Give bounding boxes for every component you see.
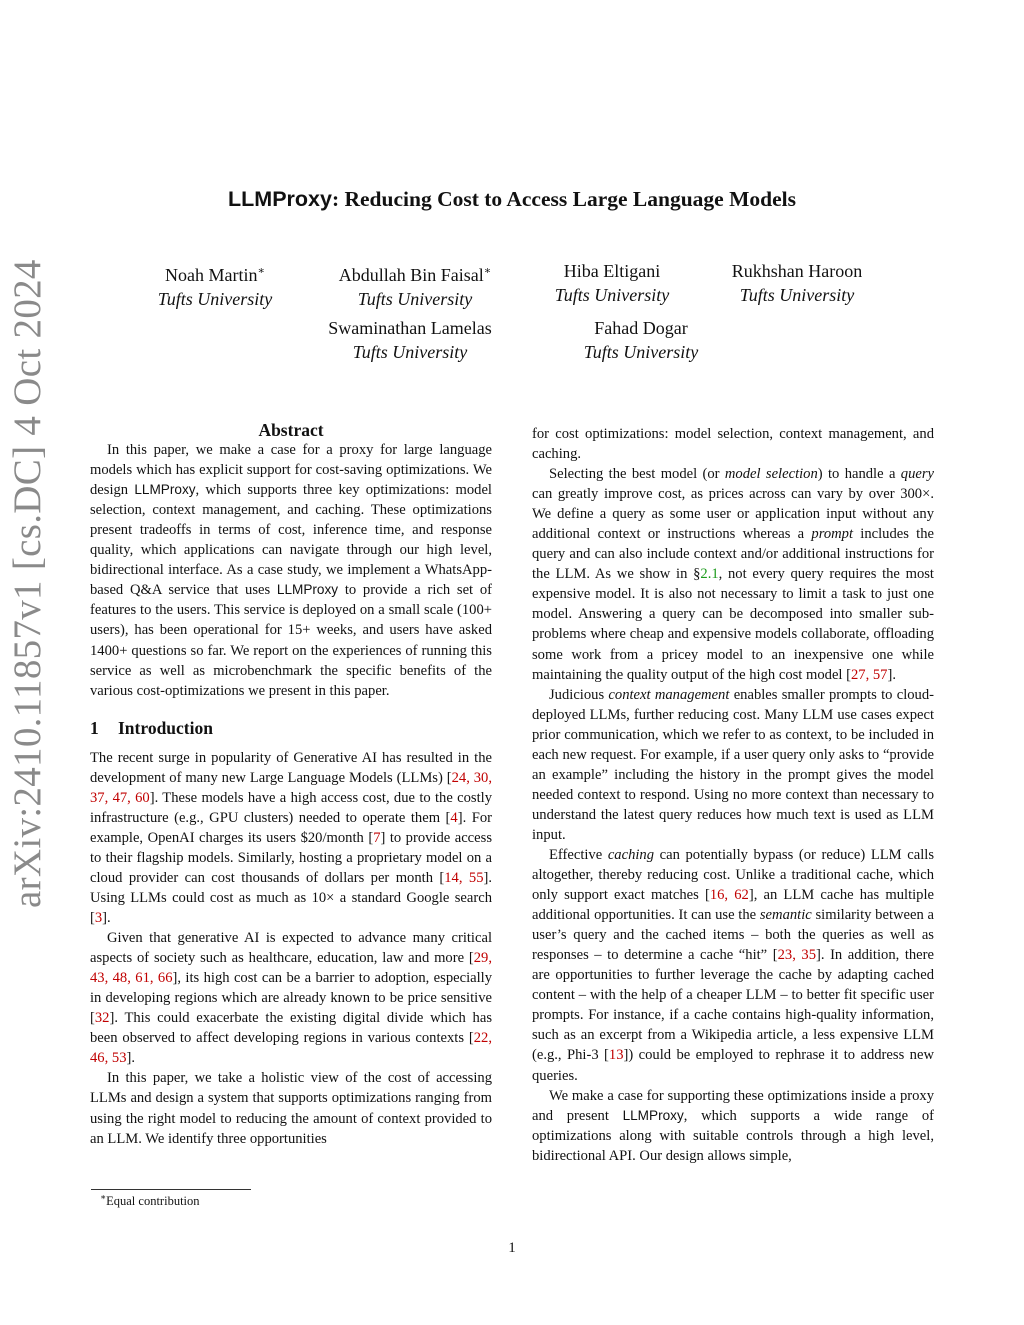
footnote-text: Equal contribution: [106, 1194, 200, 1209]
footnote-rule: [91, 1189, 251, 1190]
author-affiliation: Tufts University: [357, 289, 473, 309]
title-rest: : Reducing Cost to Access Large Language Models: [331, 187, 796, 211]
citation-link[interactable]: 3: [94, 910, 103, 927]
author-affiliation: Tufts University: [554, 285, 670, 305]
citation-link[interactable]: 22, 46, 53: [90, 1030, 492, 1067]
intro-paragraph: Given that generative AI is expected to advance many critical aspects of society such as healthcare, education, law and more [29, 43, 48, 61, 66], its high cost can be a barrier to adoption, especially in developing regions which are already known to be price sensitive [32]. This could exacerbate the existing digital divide which has been observed to affect developing regions in various contexts [22, 46, 53].: [90, 930, 493, 1067]
citation-link[interactable]: 13: [608, 1047, 624, 1064]
abstract-text: In this paper, we make a case for a proxy for large language models which has explicit support for cost-saving optimizations. We design: [90, 442, 492, 499]
citation-link[interactable]: 14, 55: [444, 869, 484, 886]
equal-contribution-mark: ∗: [483, 265, 492, 277]
arxiv-identifier-stamp: arXiv:2410.11857v1 [cs.DC] 4 Oct 2024: [6, 259, 49, 908]
section-reference-link[interactable]: 2.1: [700, 566, 719, 583]
author-name: Fahad Dogar: [594, 318, 688, 338]
section-title: Introduction: [118, 717, 213, 738]
author-block: [528, 259, 696, 307]
system-name: LLMProxy: [622, 1107, 684, 1123]
system-name: LLMProxy: [276, 582, 339, 598]
author-name: Noah Martin: [165, 265, 258, 285]
citation-link[interactable]: 16, 62: [709, 887, 749, 904]
intro-paragraph: The recent surge in popularity of Generative AI has resulted in the development of many new Large Language Models (LLMs) [24, 30, 37, 47, 60]. These models have a high access cost, due to the costly infrastructure (e.g., GPU clusters) needed to operate them [4]. For example, OpenAI charges its users $20/month [7] to provide access to their flagship models. Similarly, hosting a proprietary model on a cloud provider can cost thousands of dollars per month [14, 55]. Using LLMs could cost as much as 10× a standard Google search [3].: [90, 749, 492, 927]
footnote-mark: ∗: [100, 1192, 107, 1202]
author-block: [712, 259, 882, 307]
system-name: LLMProxy: [134, 482, 196, 498]
author-block: [130, 259, 300, 311]
left-column: [90, 420, 492, 1149]
citation-link[interactable]: 7: [373, 829, 381, 846]
intro-paragraph: Effective caching can potentially bypass (or reduce) LLM calls altogether, thereby reducing cost. Unlike a traditional cache, which only support exact matches [16, 62], an LLM cache has multiple additional opportunities. It can use the semantic similarity between a user’s query and the cached items – both the queries as well as responses – to determine a cache “hit” [23, 35]. In addition, there are opportunities to further leverage the cache by adapting cached content – with the help of a cheaper LLM – to better fit specific user prompts. For instance, if a cache contains high-quality information, such as an excerpt from a Wikipedia article, a less expensive LLM (e.g., Phi-3 [13]) could be employed to rephrase it to address new queries.: [532, 846, 935, 1084]
paper-title: [100, 187, 924, 212]
author-name: Abdullah Bin Faisal: [338, 265, 484, 285]
author-affiliation: Tufts University: [739, 285, 855, 305]
citation-link[interactable]: 27, 57: [850, 666, 888, 683]
intro-paragraph-continued: for cost optimizations: model selection, context management, and caching.: [532, 426, 934, 463]
citation-link[interactable]: 23, 35: [777, 947, 816, 964]
abstract-heading: Abstract: [258, 420, 324, 440]
right-column: [532, 424, 934, 1166]
title-system-name: LLMProxy: [228, 187, 332, 211]
author-block: [316, 259, 514, 311]
citation-link[interactable]: 32: [94, 1010, 110, 1027]
intro-paragraph: In this paper, we take a holistic view of the cost of accessing LLMs and design a system that supports optimizations ranging from using the right model to reducing the amount of context provided to an LLM. We identify three opportunities: [90, 1070, 492, 1147]
author-block: [300, 316, 520, 364]
footnote: [100, 1192, 200, 1209]
intro-paragraph: Selecting the best model (or model selection) to handle a query can greatly improve cost, as prices across can vary by over 300×. We define a query as some user or application input without any additional context or instructions whereas a prompt includes the query and can also include context and/or additional instructions for the LLM. As we show in §2.1, not every query requires the most expensive model. It is also not necessary to limit a task to just one model. Answering a query can be decomposed into smaller sub-problems where cheap and expensive models collaborate, offloading some work from a pricey model to an inexpensive one while maintaining the quality output of the high cost model [27, 57].: [532, 466, 935, 683]
citation-link[interactable]: 29, 43, 48, 61, 66: [90, 950, 492, 987]
author-name: Rukhshan Haroon: [731, 261, 863, 281]
author-affiliation: Tufts University: [583, 342, 699, 362]
author-name: Swaminathan Lamelas: [328, 318, 492, 338]
abstract-text: to provide a rich set of features to the users. This service is deployed on a small scale (100+ users), has been operational for 15+ weeks, and users have asked 1400+ questions so far. We report on the experiences of running this service as well as microbenchmark the specific benefits of the various cost-optimizations we present in this paper.: [90, 582, 492, 699]
section-number: 1: [90, 717, 99, 738]
page-number: 1: [508, 1240, 516, 1256]
equal-contribution-mark: ∗: [257, 265, 265, 277]
abstract-text: , which supports three key optimizations: model selection, context management, and caching. These optimizations present tradeoffs in terms of cost, inference time, and response quality, which applications can navigate through our high level, bidirectional interface. As a case study, we implement a WhatsApp-based Q&A service that uses: [90, 482, 492, 599]
author-affiliation: Tufts University: [157, 289, 273, 309]
citation-link[interactable]: 4: [450, 809, 458, 826]
citation-link[interactable]: 24, 30, 37, 47, 60: [90, 769, 492, 806]
intro-paragraph: Judicious context management enables smaller prompts to cloud-deployed LLMs, further reducing cost. Many LLM use cases expect prior communication, which we refer to as context, to be included in each new request. For example, if a user query only asks to “provide an example” including the history in the prompt gives the model needed context to respond. Using no more context than necessary to understand the latest query reduces how much text is used as LLM input.: [532, 686, 935, 843]
author-block: [546, 316, 736, 364]
intro-paragraph: We make a case for supporting these optimizations inside a proxy and present LLMProxy, which supports a wide range of optimizations along with suitable controls through a high level, bidirectional API. Our design allows simple,: [532, 1087, 934, 1164]
section-heading-introduction: [90, 717, 492, 739]
author-affiliation: Tufts University: [352, 342, 468, 362]
author-name: Hiba Eltigani: [563, 261, 661, 281]
abstract-paragraph: [90, 440, 492, 701]
